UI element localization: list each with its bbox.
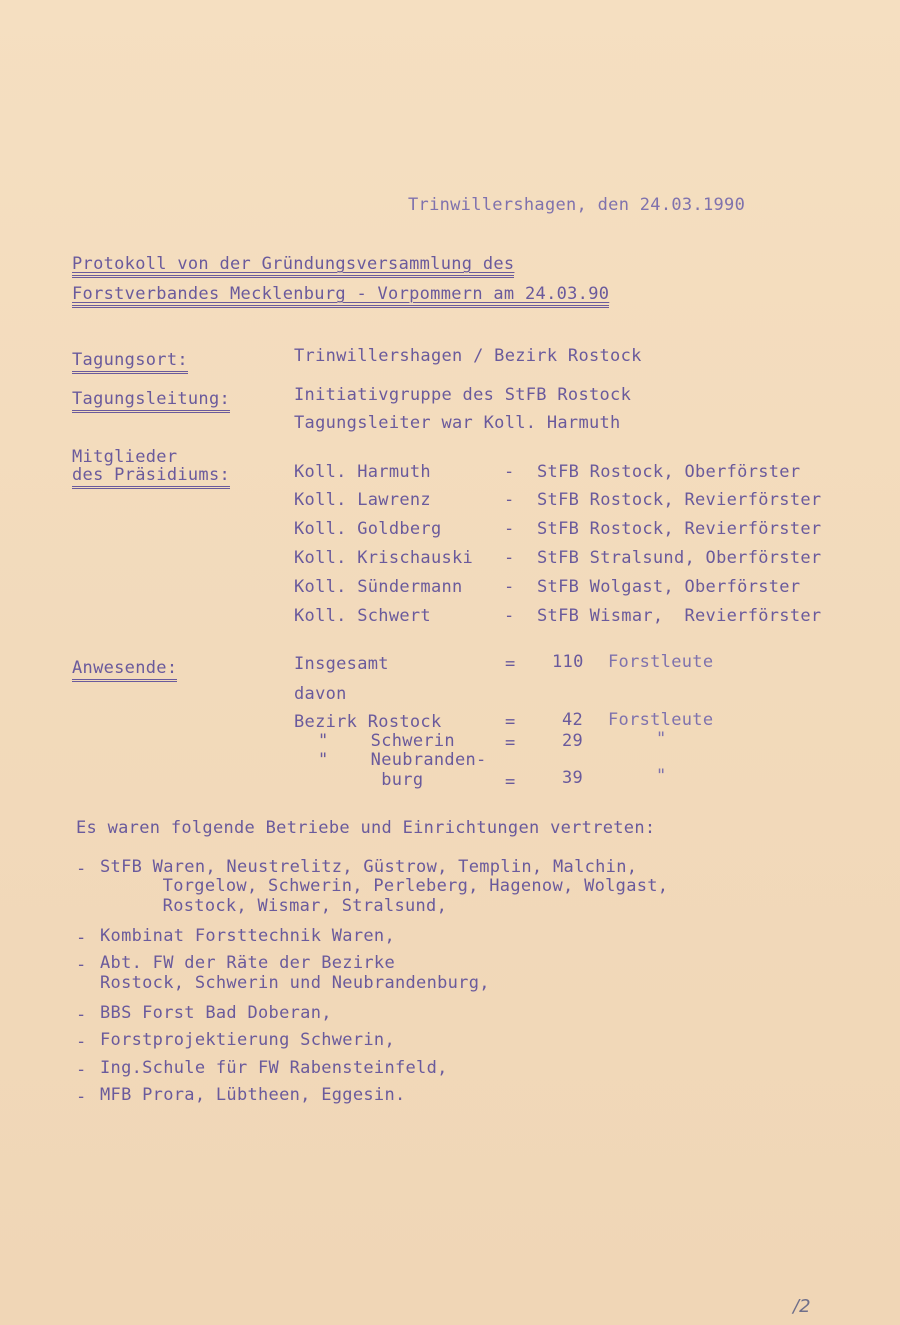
anwesende-total-eq: = (505, 654, 516, 674)
anwesende-total-unit: Forstleute (608, 652, 714, 672)
bezirk-value: 42 (562, 710, 584, 730)
bezirk-value: 39 (562, 768, 584, 788)
list-item-line: MFB Prora, Lübtheen, Eggesin. (100, 1085, 406, 1105)
member-dash: - (504, 519, 515, 539)
member-name: Koll. Krischauski (294, 548, 474, 568)
member-dash: - (504, 548, 515, 568)
member-dash: - (504, 490, 515, 510)
praesidium-label-line1: Mitglieder (72, 447, 178, 467)
list-dash: - (76, 859, 87, 879)
list-dash: - (76, 928, 87, 948)
tagungsort-value: Trinwillershagen / Bezirk Rostock (294, 346, 642, 366)
place-date: Trinwillershagen, den 24.03.1990 (408, 195, 746, 215)
member-name: Koll. Harmuth (294, 462, 431, 482)
list-item-line: Kombinat Forsttechnik Waren, (100, 926, 395, 946)
member-name: Koll. Sündermann (294, 577, 463, 597)
bezirk-eq: = (505, 772, 516, 792)
tagungsleitung-line1: Initiativgruppe des StFB Rostock (294, 385, 632, 405)
list-item-line: Ing.Schule für FW Rabensteinfeld, (100, 1058, 448, 1078)
list-dash: - (76, 1060, 87, 1080)
bezirk-label: Bezirk Rostock (294, 712, 442, 732)
list-item-line: Torgelow, Schwerin, Perleberg, Hagenow, Wolgast, (110, 876, 669, 896)
tagungsort-label: Tagungsort: (72, 350, 188, 374)
list-dash: - (76, 1032, 87, 1052)
member-name: Koll. Lawrenz (294, 490, 431, 510)
bezirk-label: " Schwerin (318, 731, 455, 751)
bezirk-label: " Neubranden- (318, 750, 487, 770)
intro-text: Es waren folgende Betriebe und Einrichtungen vertreten: (76, 818, 656, 838)
member-org: StFB Wolgast, Oberförster (537, 577, 801, 597)
list-item-line: Forstprojektierung Schwerin, (100, 1030, 395, 1050)
member-name: Koll. Goldberg (294, 519, 442, 539)
list-dash: - (76, 955, 87, 975)
list-dash: - (76, 1005, 87, 1025)
title-line-2: Forstverbandes Mecklenburg - Vorpommern am 24.03.90 (72, 284, 609, 308)
member-org: StFB Wismar, Revierförster (537, 606, 822, 626)
praesidium-label-line2: des Präsidiums: (72, 465, 230, 489)
member-org: StFB Rostock, Oberförster (537, 462, 801, 482)
member-org: StFB Rostock, Revierförster (537, 490, 822, 510)
bezirk-eq: = (505, 733, 516, 753)
anwesende-total-label: Insgesamt (294, 654, 389, 674)
member-org: StFB Rostock, Revierförster (537, 519, 822, 539)
member-dash: - (504, 606, 515, 626)
member-dash: - (504, 462, 515, 482)
list-dash: - (76, 1087, 87, 1107)
list-item-line: BBS Forst Bad Doberan, (100, 1003, 332, 1023)
bezirk-unit: " (656, 766, 667, 786)
bezirk-label: burg (318, 770, 424, 790)
anwesende-davon: davon (294, 684, 347, 704)
list-item-line: Rostock, Schwerin und Neubrandenburg, (100, 973, 490, 993)
page-number: /2 (793, 1296, 811, 1317)
list-item-line: Rostock, Wismar, Stralsund, (110, 896, 448, 916)
anwesende-label: Anwesende: (72, 658, 177, 682)
anwesende-total-value: 110 (552, 652, 584, 672)
member-org: StFB Stralsund, Oberförster (537, 548, 822, 568)
member-name: Koll. Schwert (294, 606, 431, 626)
tagungsleitung-line2: Tagungsleiter war Koll. Harmuth (294, 413, 621, 433)
bezirk-eq: = (505, 712, 516, 732)
bezirk-unit: Forstleute (608, 710, 714, 730)
list-item-line: StFB Waren, Neustrelitz, Güstrow, Templin, Malchin, (100, 857, 638, 877)
bezirk-unit: " (656, 729, 667, 749)
member-dash: - (504, 577, 515, 597)
list-item-line: Abt. FW der Räte der Bezirke (100, 953, 395, 973)
tagungsleitung-label: Tagungsleitung: (72, 389, 230, 413)
title-line-1: Protokoll von der Gründungsversammlung des (72, 254, 514, 278)
bezirk-value: 29 (562, 731, 584, 751)
